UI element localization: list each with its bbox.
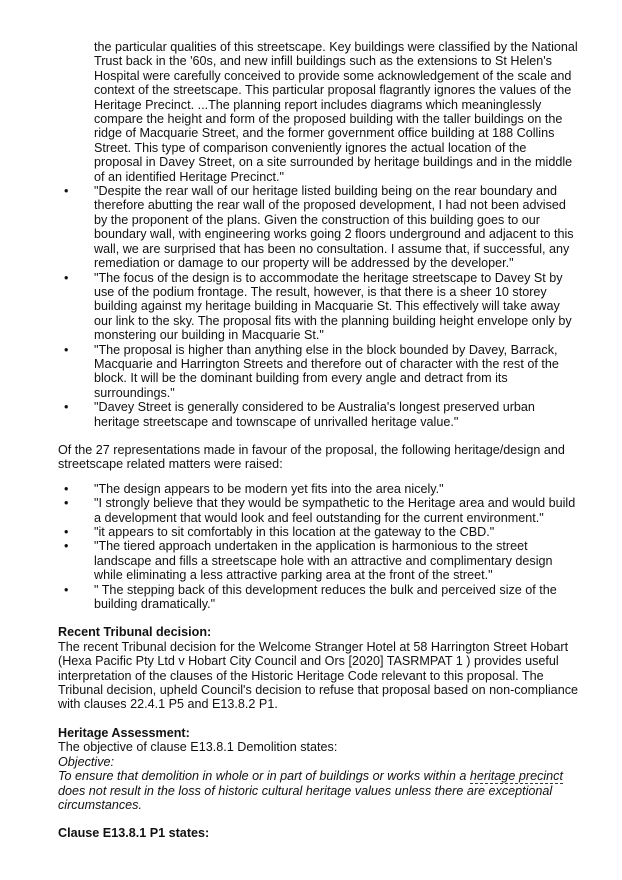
bullet-icon: • xyxy=(64,582,69,597)
bullet-icon: • xyxy=(64,184,69,199)
document-page xyxy=(58,40,578,841)
list-item: • "The design appears to be modern yet fits into the area nicely." xyxy=(64,481,444,496)
objections-list xyxy=(58,184,578,429)
intro-paragraph: the particular qualities of this streetscape. Key buildings were classified by the National Trust back in the '60s, and new infill buildings such as the extensions to St Helen's Hospital were carefully conceived to provide some acknowledgement of the scale and context of the streetscape. This particular proposal flagrantly ignores the values of the Heritage Precinct. ...The planning report includes diagrams which meaninglessly compare the height and form of the proposed building with the taller buildings on the ridge of Macquarie Street, and the former government office building at 188 Collins Street. This type of comparison conveniently ignores the actual location of the proposal in Davey Street, on a site surrounded by heritage buildings and in the middle of an identified Heritage Precinct." xyxy=(94,40,578,184)
tribunal-heading: Recent Tribunal decision: xyxy=(58,625,212,640)
clause-heading: Clause E13.8.1 P1 states: xyxy=(58,826,210,841)
bullet-icon: • xyxy=(64,525,69,539)
list-item: • "Davey Street is generally considered to be Australia's longest preserved urban heritage streetscape and townscape of unrivalled heritage value." xyxy=(64,400,535,429)
list-item: • "The tiered approach undertaken in the application is harmonious to the street landscape and fills a streetscape hole with an attractive and complimentary design while eliminating a less attractive parking area at the front of the street." xyxy=(64,539,553,583)
tribunal-body: The recent Tribunal decision for the Welcome Stranger Hotel at 58 Harrington Street Hobart (Hexa Pacific Pty Ltd v Hobart City Council and Ors [2020] TASRMPAT 1 ) provides useful interpretation of the clauses of the Historic Heritage Code relevant to this proposal. The Tribunal decision, upheld Council's decision to refuse that proposal based on non-compliance with clauses 22.4.1 P5 and E13.8.2 P1. xyxy=(58,639,578,712)
bullet-icon: • xyxy=(64,270,69,285)
list-item: • " The stepping back of this development reduces the bulk and perceived size of the building dramatically." xyxy=(64,582,557,612)
list-item: • "it appears to sit comfortably in this location at the gateway to the CBD." xyxy=(64,525,495,539)
objective-text: To ensure that demolition in whole or in part of buildings or works within a heritage precinct does not result in the loss of historic cultural heritage values unless there are exceptional circumstances. xyxy=(58,769,563,812)
list-item: • "I strongly believe that they would be sympathetic to the Heritage area and would build a development that would look and feel outstanding for the current environment." xyxy=(64,496,576,525)
list-item: • "The proposal is higher than anything else in the block bounded by Davey, Barrack, Macquarie and Harrington Streets and therefore out of character with the rest of the block. It will be the dominant building from every angle and detract from its surroundings." xyxy=(64,342,559,400)
bullet-icon: • xyxy=(64,481,69,496)
bullet-icon: • xyxy=(64,539,69,554)
favour-list xyxy=(58,482,578,612)
bullet-icon: • xyxy=(64,342,69,357)
bullet-icon: • xyxy=(64,496,69,511)
list-item: • "Despite the rear wall of our heritage listed building being on the rear boundary and therefore abutting the rear wall of the proposed development, I had not been advised by the proponent of the plans. Given the construction of this building goes to our boundary wall, with engineering works going 2 floors underground and adjacent to this wall, we are surprised that has been no consultation. I assume that, if successful, any remediation or damage to our property will be addressed by the developer." xyxy=(64,184,574,271)
objective-label: Objective: xyxy=(58,754,114,769)
bullet-icon: • xyxy=(64,400,69,415)
heritage-precinct-term: heritage precinct xyxy=(469,769,563,784)
assessment-line: The objective of clause E13.8.1 Demolition states: xyxy=(58,740,338,755)
assessment-heading: Heritage Assessment: xyxy=(58,725,190,740)
favour-intro: Of the 27 representations made in favour of the proposal, the following heritage/design and streetscape related matters were raised: xyxy=(58,442,565,472)
list-item: • "The focus of the design is to accommodate the heritage streetscape to Davey St by use of the podium frontage. The result, however, is that there is a sheer 10 storey building against my heritage building in Macquarie St. This effectively will take away our link to the sky. The proposal fits with the planning building height envelope only by monstering our building in Macquarie St." xyxy=(64,270,572,343)
